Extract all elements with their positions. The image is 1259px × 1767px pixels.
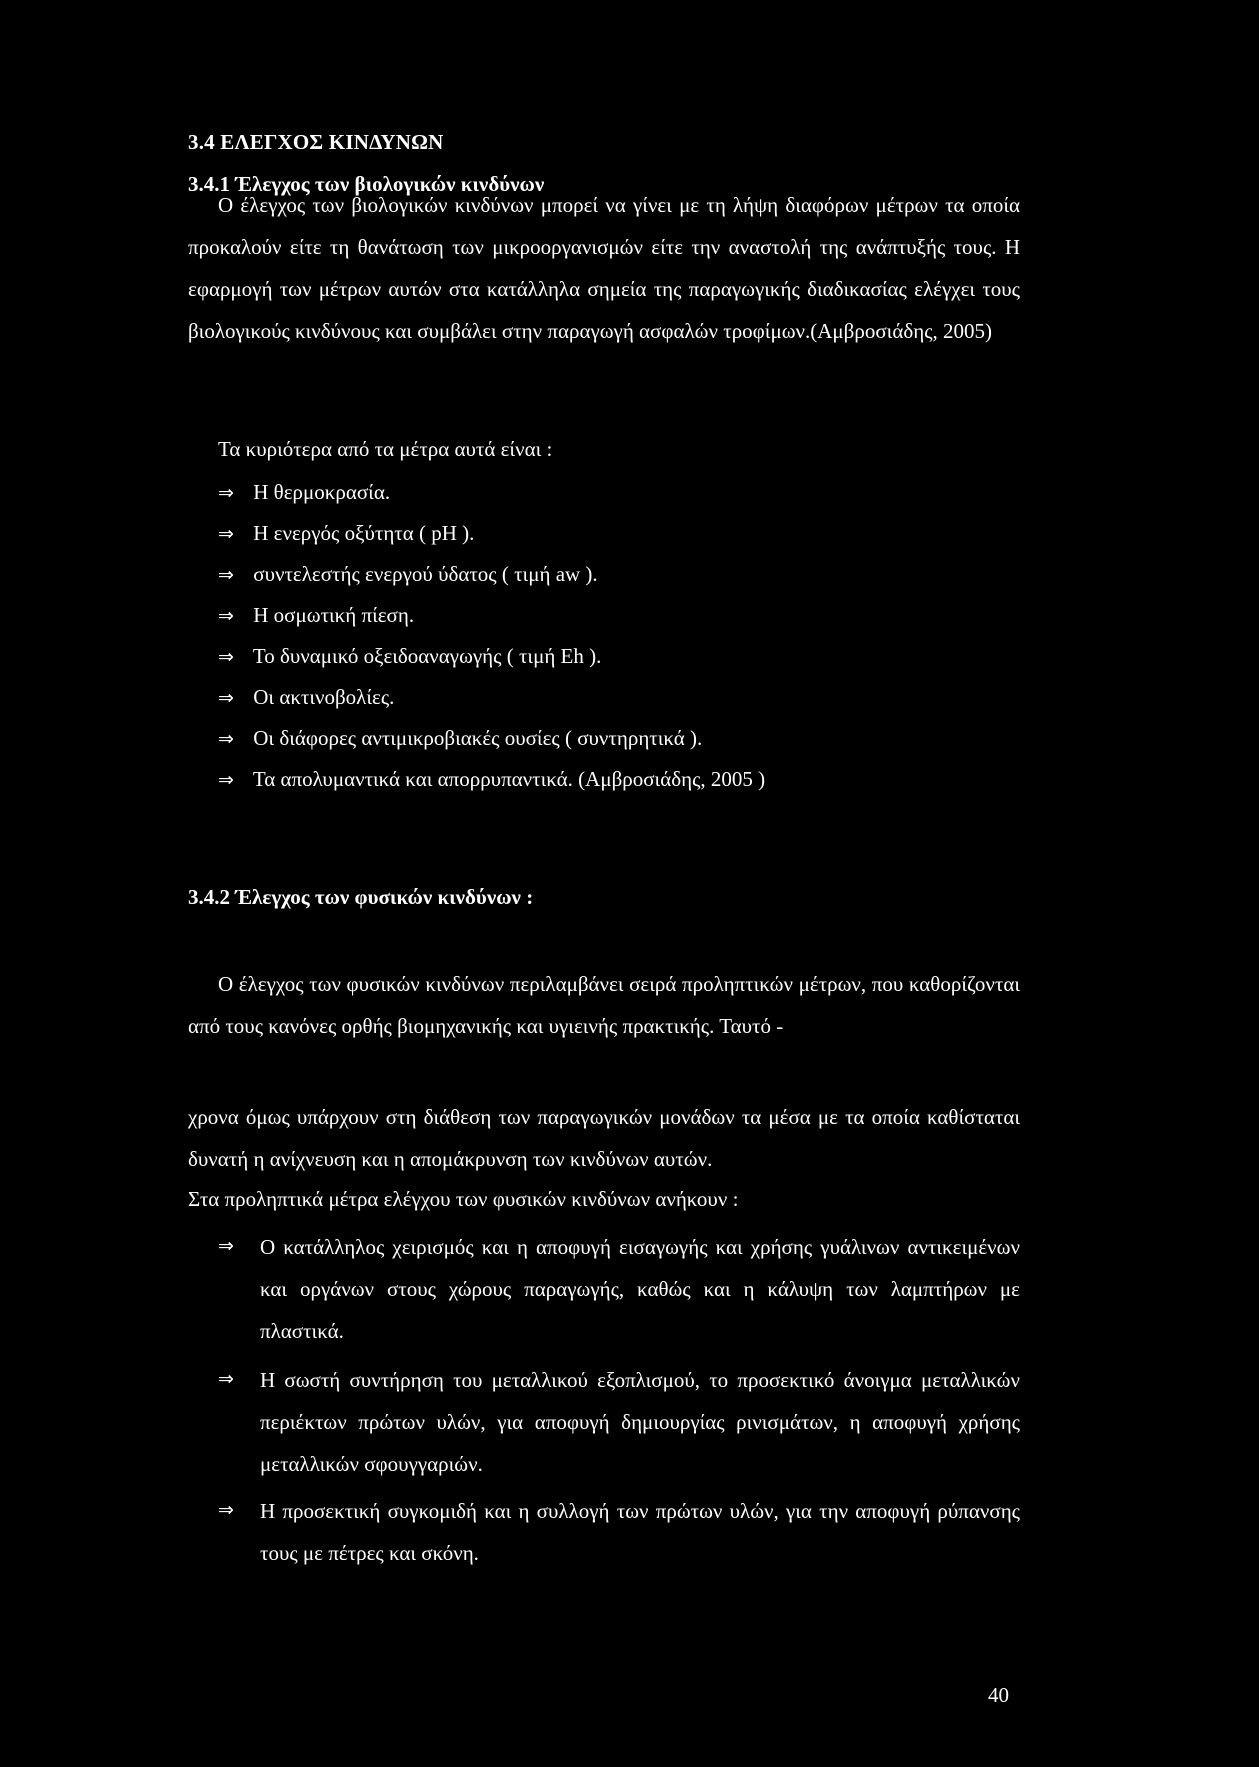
list-item: ⇒ Η οσμωτική πίεση. xyxy=(218,602,1038,643)
arrow-icon: ⇒ xyxy=(218,1368,234,1390)
arrow-icon: ⇒ xyxy=(218,564,234,586)
arrow-icon: ⇒ xyxy=(218,482,234,504)
list-item: ⇒ Η ενεργός οξύτητα ( pH ). xyxy=(218,520,1038,561)
list-item: ⇒ Η προσεκτική συγκομιδή και η συλλογή των πρώτων υλών, για την αποφυγή ρύπανσης τους με πέτρες και σκόνη. xyxy=(218,1499,1020,1565)
arrow-icon: ⇒ xyxy=(218,523,234,545)
phys-hazards-heading: 3.4.2 Έλεγχος των φυσικών κινδύνων : xyxy=(188,885,534,909)
arrow-icon: ⇒ xyxy=(218,1235,234,1257)
phys-measures-intro: Στα προληπτικά μέτρα ελέγχου των φυσικών κινδύνων ανήκουν : xyxy=(188,1187,739,1211)
arrow-icon: ⇒ xyxy=(218,605,234,627)
arrow-icon: ⇒ xyxy=(218,769,234,791)
bio-measures-intro: Τα κυριότερα από τα μέτρα αυτά είναι : xyxy=(218,437,553,461)
phys-hazards-paragraph-continued: χρονα όμως υπάρχουν στη διάθεση των παραγωγικών μονάδων τα μέσα με τα οποία καθίσταται δυνατή η ανίχνευση και η απομάκρυνση των κινδύνων αυτών. xyxy=(188,1105,1020,1171)
arrow-icon: ⇒ xyxy=(218,687,234,709)
arrow-icon: ⇒ xyxy=(218,646,234,668)
list-item: ⇒ Η θερμοκρασία. xyxy=(218,479,1038,520)
bio-hazards-paragraph: Ο έλεγχος των βιολογικών κινδύνων μπορεί να γίνει με τη λήψη διαφόρων μέτρων τα οποία προκαλούν είτε τη θανάτωση των μικροοργανισμών είτε την αναστολή της ανάπτυξής τους. Η εφαρμογή των μέτρων αυτών στα κατάλληλα σημεία της παραγωγικής διαδικασίας ελέγχει τους βιολογικούς κινδύνους και συμβάλει στην παραγωγή ασφαλών τροφίμων.(Αμβροσιάδης, 2005) xyxy=(188,193,1020,343)
page-number: 40 xyxy=(988,1683,1009,1707)
section-heading: 3.4 ΕΛΕΓΧΟΣ ΚΙΝΔΥΝΩΝ xyxy=(188,130,444,154)
phys-hazards-paragraph: Ο έλεγχος των φυσικών κινδύνων περιλαμβάνει σειρά προληπτικών μέτρων, που καθορίζονται από τους κανόνες ορθής βιομηχανικής και υγιεινής πρακτικής. Ταυτό - xyxy=(188,972,1020,1038)
list-item: ⇒ Το δυναμικό οξειδοαναγωγής ( τιμή Eh ). xyxy=(218,643,1038,684)
list-item: ⇒ Η σωστή συντήρηση του μεταλλικού εξοπλισμού, το προσεκτικό άνοιγμα μεταλλικών περιέκτων πρώτων υλών, για αποφυγή δημιουργίας ρινισμάτων, η αποφυγή χρήσης μεταλλικών σφουγγαριών. xyxy=(218,1368,1020,1476)
list-item: ⇒ Οι ακτινοβολίες. xyxy=(218,684,1038,725)
list-item: ⇒ Οι διάφορες αντιμικροβιακές ουσίες ( συντηρητικά ). xyxy=(218,725,1038,766)
list-item: ⇒ Ο κατάλληλος χειρισμός και η αποφυγή εισαγωγής και χρήσης γυάλινων αντικειμένων και οργάνων στους χώρους παραγωγής, καθώς και η κάλυψη των λαμπτήρων με πλαστικά. xyxy=(218,1235,1020,1343)
bio-measures-list xyxy=(218,479,1038,807)
bio-hazards-heading: 3.4.1 Έλεγχος των βιολογικών κινδύνων xyxy=(188,172,545,196)
arrow-icon: ⇒ xyxy=(218,728,234,750)
arrow-icon: ⇒ xyxy=(218,1499,234,1521)
list-item: ⇒ Τα απολυμαντικά και απορρυπαντικά. (Αμβροσιάδης, 2005 ) xyxy=(218,766,1038,807)
list-item: ⇒ συντελεστής ενεργού ύδατος ( τιμή aw ). xyxy=(218,561,1038,602)
